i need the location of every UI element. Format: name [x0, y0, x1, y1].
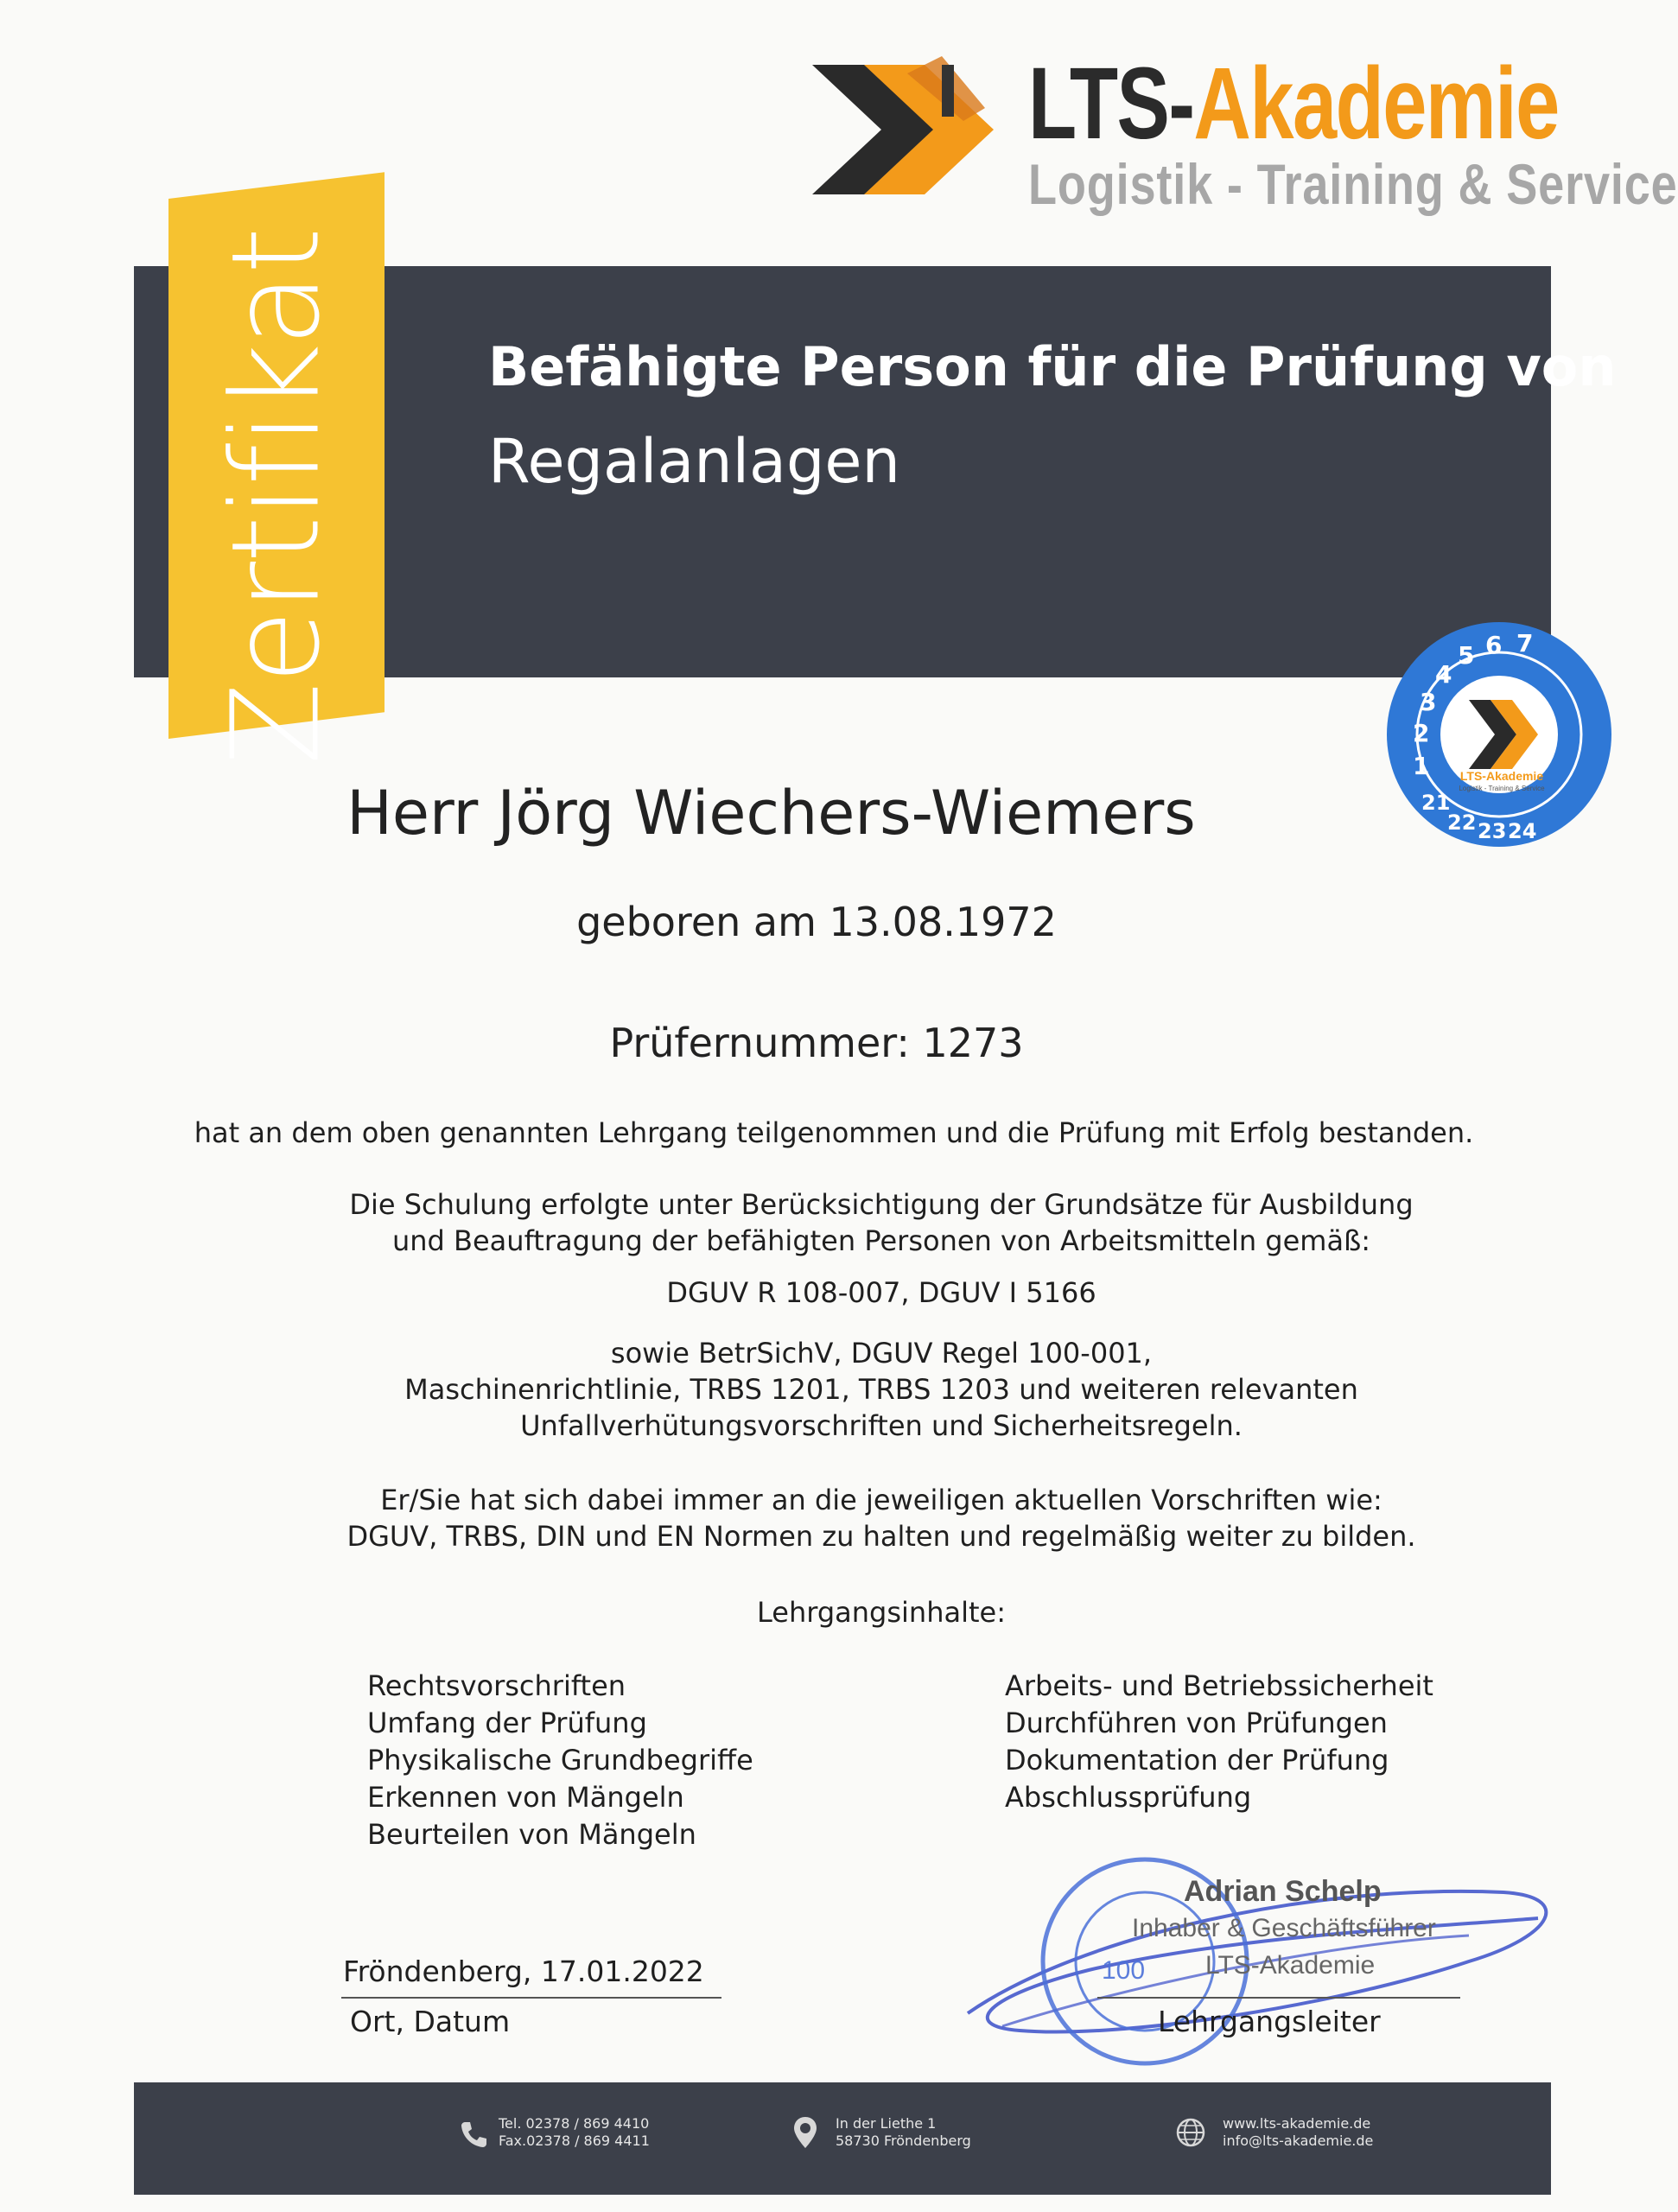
signer-company: LTS-Akademie	[1205, 1951, 1376, 1980]
place-date-value: Fröndenberg, 17.01.2022	[343, 1955, 704, 1988]
place-date-label: Ort, Datum	[350, 2005, 511, 2038]
seal-number: 23	[1478, 819, 1507, 843]
regulations-line2: Maschinenrichtlinie, TRBS 1201, TRBS 1203 und weiteren relevanten	[404, 1373, 1358, 1406]
footer-tel: Tel. 02378 / 869 4410	[499, 2115, 650, 2132]
list-item: Dokumentation der Prüfung	[1005, 1744, 1389, 1777]
seal-brand: LTS-Akademie	[1459, 769, 1544, 783]
seal-number: 22	[1447, 810, 1477, 835]
list-item: Durchführen von Prüfungen	[1005, 1707, 1388, 1739]
seal-number: 1	[1413, 752, 1430, 780]
list-item: Umfang der Prüfung	[367, 1707, 647, 1739]
signature-line-left	[341, 1997, 721, 1999]
list-item: Beurteilen von Mängeln	[367, 1818, 696, 1851]
obligation-line1: Er/Sie hat sich dabei immer an die jeweiligen aktuellen Vorschriften wie:	[380, 1484, 1382, 1516]
phone-icon	[458, 2119, 489, 2150]
contents-list-left	[367, 1668, 753, 1853]
birth-date: geboren am 13.08.1972	[576, 899, 1057, 945]
seal-number: 21	[1421, 791, 1451, 815]
globe-icon	[1175, 2117, 1206, 2148]
examiner-number: Prüfernummer: 1273	[609, 1020, 1024, 1066]
seal-number: 4	[1435, 660, 1452, 689]
company-logo	[812, 47, 1678, 216]
footer-street: In der Liethe 1	[836, 2115, 937, 2132]
regulations-line3: Unfallverhütungsvorschriften und Sicherheitsregeln.	[520, 1409, 1243, 1442]
signer-label: Lehrgangsleiter	[1158, 2005, 1381, 2038]
obligation-statement	[173, 1482, 1590, 1554]
certificate-title-line2: Regalanlagen	[488, 426, 900, 497]
list-item: Erkennen von Mängeln	[367, 1781, 684, 1814]
footer-city: 58730 Fröndenberg	[836, 2133, 971, 2149]
training-basis-line1: Die Schulung erfolgte unter Berücksichtigung der Grundsätze für Ausbildung	[349, 1188, 1414, 1221]
regulations-line1: sowie BetrSichV, DGUV Regel 100-001,	[610, 1337, 1153, 1370]
logo-arrow-icon	[812, 56, 1020, 203]
list-item: Physikalische Grundbegriffe	[367, 1744, 753, 1777]
training-basis-line2: und Beauftragung der befähigten Personen von Arbeitsmitteln gemäß:	[391, 1224, 1371, 1257]
seal-number: 5	[1458, 641, 1475, 670]
seal-number: 6	[1485, 631, 1503, 659]
training-basis	[173, 1186, 1590, 1259]
list-item: Arbeits- und Betriebssicherheit	[1005, 1669, 1433, 1702]
obligation-line2: DGUV, TRBS, DIN und EN Normen zu halten und regelmäßig weiter zu bilden.	[346, 1520, 1416, 1553]
location-pin-icon	[792, 2115, 818, 2150]
regulations-primary: DGUV R 108-007, DGUV I 5166	[666, 1276, 1096, 1309]
footer-fax: Fax.02378 / 869 4411	[499, 2133, 650, 2149]
seal-number: 24	[1508, 819, 1537, 843]
footer-mail[interactable]: info@lts-akademie.de	[1223, 2133, 1374, 2149]
logo-tagline: Logistik - Training & Service	[1028, 152, 1678, 216]
seal-tagline: Logistik - Training & Service	[1459, 785, 1545, 792]
list-item: Rechtsvorschriften	[367, 1669, 626, 1702]
signature-line-right	[1097, 1997, 1460, 1999]
footer-bar	[134, 2082, 1551, 2195]
contents-list-right	[1005, 1668, 1433, 1816]
person-name: Herr Jörg Wiechers-Wiemers	[346, 778, 1196, 849]
seal-number: 2	[1413, 719, 1430, 747]
list-item: Abschlussprüfung	[1005, 1781, 1252, 1814]
ribbon-label: Zertifikat	[206, 228, 347, 766]
signer-role: Inhaber & Geschäftsführer	[1132, 1914, 1436, 1942]
signer-name: Adrian Schelp	[1184, 1875, 1382, 1908]
certificate-title-line1: Befähigte Person für die Prüfung von	[488, 335, 1617, 398]
logo-brand-text: LTS-Akademie	[1028, 47, 1559, 161]
regulations-additional	[173, 1335, 1590, 1444]
svg-text:100: 100	[1102, 1956, 1146, 1985]
footer-web[interactable]: www.lts-akademie.de	[1223, 2115, 1371, 2132]
passed-statement: hat an dem oben genannten Lehrgang teilgenommen und die Prüfung mit Erfolg bestanden.	[194, 1116, 1474, 1149]
seal-number: 7	[1516, 629, 1534, 658]
seal-number: 3	[1420, 688, 1437, 716]
contents-heading: Lehrgangsinhalte:	[757, 1596, 1006, 1629]
